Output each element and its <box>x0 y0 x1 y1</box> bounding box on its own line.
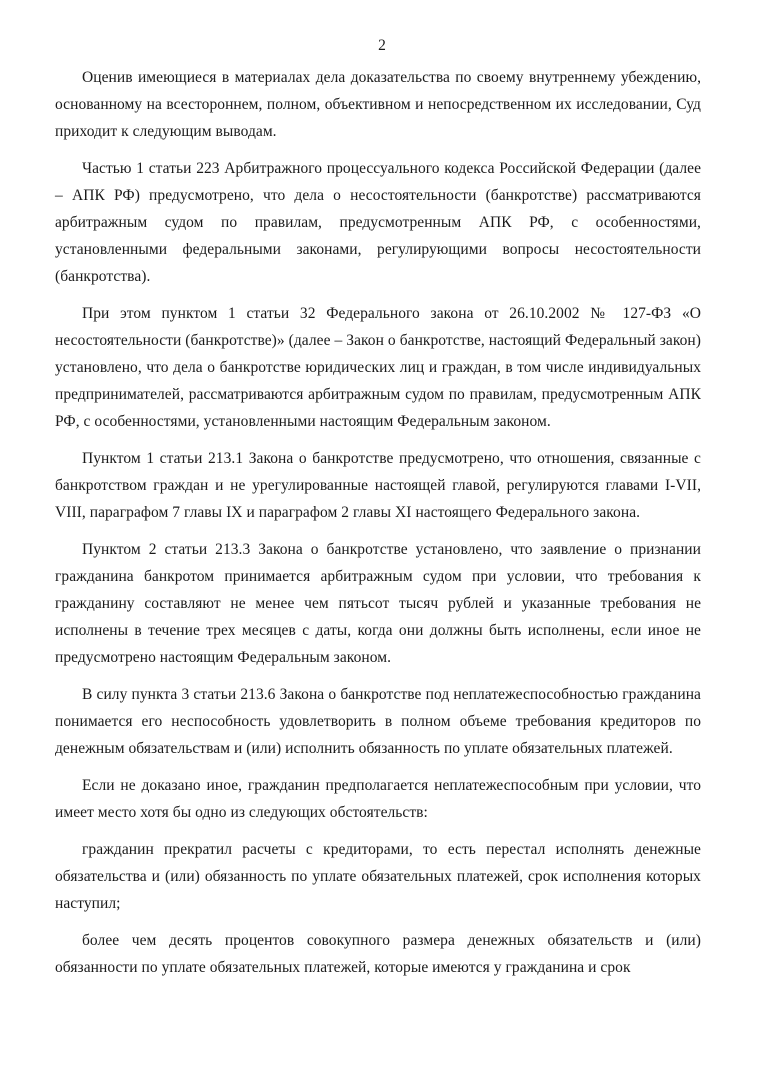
paragraph-9: более чем десять процентов совокупного размера денежных обязательств и (или) обязанности по уплате обязательных платежей, которые имеются у гражданина и срок <box>55 932 701 976</box>
paragraph-7: Если не доказано иное, гражданин предполагается неплатежеспособным при условии, что имеет место хотя бы одно из следующих обстоятельств: <box>55 777 701 821</box>
paragraph-1: Оценив имеющиеся в материалах дела доказательства по своему внутреннему убеждению, основанному на всестороннем, полном, объективном и непосредственном их исследовании, Суд приходит к следующим выводам. <box>55 69 701 140</box>
document-body <box>55 64 701 991</box>
paragraph-6: В силу пункта 3 статьи 213.6 Закона о банкротстве под неплатежеспособностью гражданина понимается его неспособность удовлетворить в полном объеме требования кредиторов по денежным обязательствам и (или) исполнить обязанность по уплате обязательных платежей. <box>55 686 701 757</box>
paragraph-4: Пунктом 1 статьи 213.1 Закона о банкротстве предусмотрено, что отношения, связанные с банкротством граждан и не урегулированные настоящей главой, регулируются главами I-VII, VIII, параграфом 7 главы IX и параграфом 2 главы XI настоящего Федерального закона. <box>55 450 701 521</box>
paragraph-8: гражданин прекратил расчеты с кредиторами, то есть перестал исполнять денежные обязательства и (или) обязанность по уплате обязательных платежей, срок исполнения которых наступил; <box>55 841 701 912</box>
page-number: 2 <box>378 37 386 54</box>
paragraph-2: Частью 1 статьи 223 Арбитражного процессуального кодекса Российской Федерации (далее – АПК РФ) предусмотрено, что дела о несостоятельности (банкротстве) рассматриваются арбитражным судом по правилам, предусмотренным АПК РФ, с особенностями, установленными федеральными законами, регулирующими вопросы несостоятельности (банкротства). <box>55 160 701 285</box>
paragraph-5: Пунктом 2 статьи 213.3 Закона о банкротстве установлено, что заявление о признании гражданина банкротом принимается арбитражным судом при условии, что требования к гражданину составляют не менее чем пятьсот тысяч рублей и указанные требования не исполнены в течение трех месяцев с даты, когда они должны быть исполнены, если иное не предусмотрено настоящим Федеральным законом. <box>55 541 701 666</box>
paragraph-3: При этом пунктом 1 статьи 32 Федерального закона от 26.10.2002 № 127-ФЗ «О несостоятельности (банкротстве)» (далее – Закон о банкротстве, настоящий Федеральный закон) установлено, что дела о банкротстве юридических лиц и граждан, в том числе индивидуальных предпринимателей, рассматриваются арбитражным судом по правилам, предусмотренным АПК РФ, с особенностями, установленными настоящим Федеральным законом. <box>55 305 701 430</box>
